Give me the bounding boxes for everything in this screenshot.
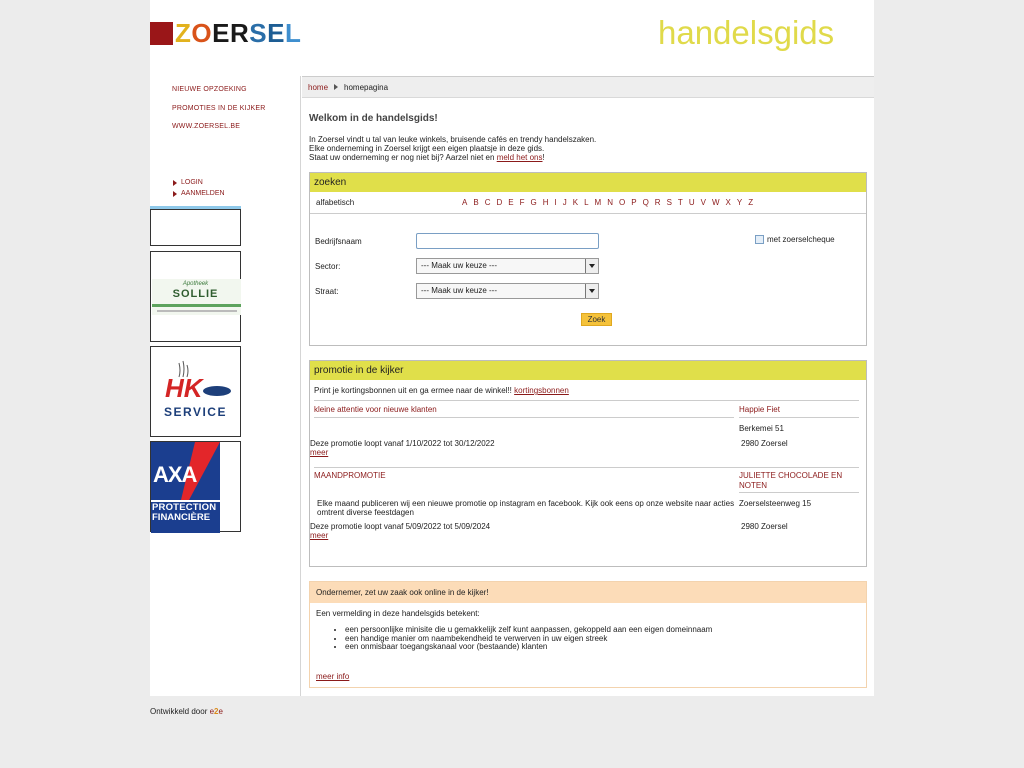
letter-link-n[interactable]: N [607,198,613,207]
logo-letter: O [191,18,213,48]
divider [314,467,859,468]
letter-link-f[interactable]: F [519,198,525,207]
developer-brand-a: e [209,707,215,716]
ad-label-top: Apotheek [182,281,209,287]
site-title: handelsgids [658,14,835,51]
breadcrumb-current: homepagina [344,82,389,92]
street-label: Straat: [315,287,339,296]
letter-link-w[interactable]: W [711,198,720,207]
chevron-down-icon[interactable] [585,284,598,298]
letter-link-b[interactable]: B [473,198,479,207]
letter-link-y[interactable]: Y [736,198,743,207]
ad-label-sub: SERVICE [164,405,227,419]
ad-stripe [152,304,241,307]
promotions-intro [314,386,569,395]
letter-link-z[interactable]: Z [748,198,754,207]
company-label: Bedrijfsnaam [315,237,362,246]
letter-link-c[interactable]: C [484,198,491,207]
alphabet-letters [462,198,759,207]
ad-hk-service[interactable] [150,346,241,437]
sector-select[interactable] [416,258,599,274]
chevron-down-icon[interactable] [585,259,598,273]
promotion-company[interactable]: JULIETTE CHOCOLADE EN NOTEN [739,471,843,490]
left-sidebar [150,76,301,696]
promotion-period: Deze promotie loopt vanaf 1/10/2022 tot 30/12/2022 [310,439,495,448]
login-label: LOGIN [181,179,203,186]
divider [314,400,859,401]
divider [314,417,734,418]
page-container [150,0,874,696]
promotion-city: 2980 Zoersel [741,522,788,531]
cheque-filter[interactable] [755,235,835,244]
letter-link-o[interactable]: O [618,198,626,207]
ad-label-main: HK [165,373,203,403]
letter-link-u[interactable]: U [688,198,695,207]
logo-mark [150,22,173,45]
search-panel-title: zoeken [310,173,866,192]
breadcrumb [302,76,874,98]
letter-link-x[interactable]: X [725,198,731,207]
footer [150,707,223,716]
cta-intro: Een vermelding in deze handelsgids betekent: [316,609,480,618]
ad-partial[interactable] [150,209,241,246]
advertiser-list [150,229,242,523]
company-name-input[interactable] [416,233,599,249]
promotion-description: Elke maand publiceren wij een nieuwe promotie op instagram en facebook. Kijk ook eens op onze website naar acties omtrent diverse feestdagen [317,499,735,517]
cta-heading: Ondernemer, zet uw zaak ook online in de kijker! [310,582,866,603]
report-link[interactable]: meld het ons [496,153,543,162]
intro-line-3-end: ! [542,153,545,162]
promotion-city: 2980 Zoersel [741,439,788,448]
promotion-title[interactable]: MAANDPROMOTIE [314,471,386,480]
street-select-value: --- Maak uw keuze --- [421,286,498,295]
letter-link-l[interactable]: L [584,198,589,207]
ad-axa[interactable] [150,441,241,532]
letter-link-k[interactable]: K [572,198,579,207]
logo-letter: E [212,18,230,48]
sidebar-nav [172,86,265,142]
letter-link-g[interactable]: G [530,198,537,207]
cta-benefit: • een onmisbaar toegangskanaal voor (bestaande) klanten [345,643,860,652]
promotion-street: Zoerselsteenweg 15 [739,499,812,508]
divider [739,417,859,418]
letter-link-m[interactable]: M [594,198,602,207]
more-info-link[interactable]: meer info [316,672,350,681]
letter-link-p[interactable]: P [631,198,637,207]
nav-new-search[interactable]: NIEUWE OPZOEKING [172,86,247,93]
login-link[interactable] [173,177,225,188]
account-links [173,177,225,199]
promotions-panel-title: promotie in de kijker [310,361,866,380]
logo-text [175,18,302,48]
zoersel-logo[interactable] [150,18,302,48]
letter-link-t[interactable]: T [677,198,683,207]
cta-benefit: • een handige manier om naambekendheid te verwerven in uw eigen streek [345,635,860,644]
promotion-period: Deze promotie loopt vanaf 5/09/2022 tot 5/09/2024 [310,522,491,531]
search-panel [309,172,867,346]
intro-line-3-text: Staat uw onderneming er nog niet bij? Aarzel niet en [309,153,497,162]
developer-brand-c: e [218,707,223,716]
nav-zoersel-website[interactable]: WWW.ZOERSEL.BE [172,123,241,130]
letter-link-i[interactable]: I [554,198,557,207]
arrow-right-icon [173,180,177,186]
cheque-label: met zoerselcheque [767,235,835,244]
coupons-link[interactable]: kortingsbonnen [514,386,569,395]
cheque-checkbox[interactable] [755,235,764,244]
letter-link-s[interactable]: S [666,198,672,207]
ad-label-main: SOLLIE [172,288,219,300]
intro-line-1: In Zoersel vindt u tal van leuke winkels, bruisende cafés en trendy handelszaken. [309,135,597,144]
letter-link-d[interactable]: D [496,198,503,207]
promotion-company[interactable]: Happie Fiet [739,405,780,414]
arrow-right-icon [173,191,177,197]
ad-apotheek-sollie[interactable] [150,251,241,342]
main-content [302,76,874,681]
promotion-street: Berkemei 51 [739,424,784,433]
ad-label-sub2: FINANCIÈRE [152,512,211,523]
breadcrumb-arrow-icon [334,84,338,90]
intro-line-2: Elke onderneming in Zoersel krijgt een eigen plaatsje in deze gids. [309,144,545,153]
developer-link[interactable] [210,707,223,716]
promotion-title[interactable]: kleine attentie voor nieuwe klanten [314,405,437,414]
search-button[interactable]: Zoek [581,313,612,326]
logo-letter: Z [175,18,192,48]
sector-select-value: --- Maak uw keuze --- [421,261,498,270]
ad-footer-line [157,310,237,312]
cta-benefit: • een persoonlijke minisite die u gemakkelijk zelf kunt aanpassen, gekoppeld aan een eigen domeinnaam [345,626,860,635]
breadcrumb-home[interactable]: home [308,82,329,92]
developer-brand-b: 2 [214,707,219,716]
cta-body [310,603,866,681]
letter-link-q[interactable]: Q [642,198,649,207]
intro-line-3 [309,153,869,162]
promotions-intro-text: Print je kortingsbonnen uit en ga ermee naar de winkel!! [314,386,515,395]
promotions-panel [309,360,867,567]
page-title: Welkom in de handelsgids! [309,113,438,124]
letter-link-e[interactable]: E [508,198,514,207]
letter-link-h[interactable]: H [542,198,549,207]
letter-link-v[interactable]: V [700,198,706,207]
divider [739,492,859,493]
logo-letter: E [267,18,285,48]
letter-link-j[interactable]: J [562,198,567,207]
sector-label: Sector: [315,262,341,271]
promotion-more-link[interactable]: meer [310,531,329,540]
logo-letter: L [284,18,302,48]
street-select[interactable] [416,283,599,299]
ad-label-main: AXA [153,462,197,487]
logo-letter: R [229,18,250,48]
register-label: AANMELDEN [181,190,225,197]
letter-link-a[interactable]: A [462,198,468,207]
ad-label-sub: PROTECTION [152,502,217,513]
promotion-more-link[interactable]: meer [310,448,329,457]
alphabetical-label: alfabetisch [316,198,355,207]
business-cta [309,581,867,688]
footer-text: Ontwikkeld door [150,707,210,716]
intro [309,113,869,162]
alphabet-row [310,192,866,214]
cta-benefits [345,626,860,652]
logo-letter: S [249,18,268,48]
letter-link-r[interactable]: R [654,198,661,207]
register-link[interactable] [173,188,225,199]
nav-promotions[interactable]: PROMOTIES IN DE KIJKER [172,104,266,112]
